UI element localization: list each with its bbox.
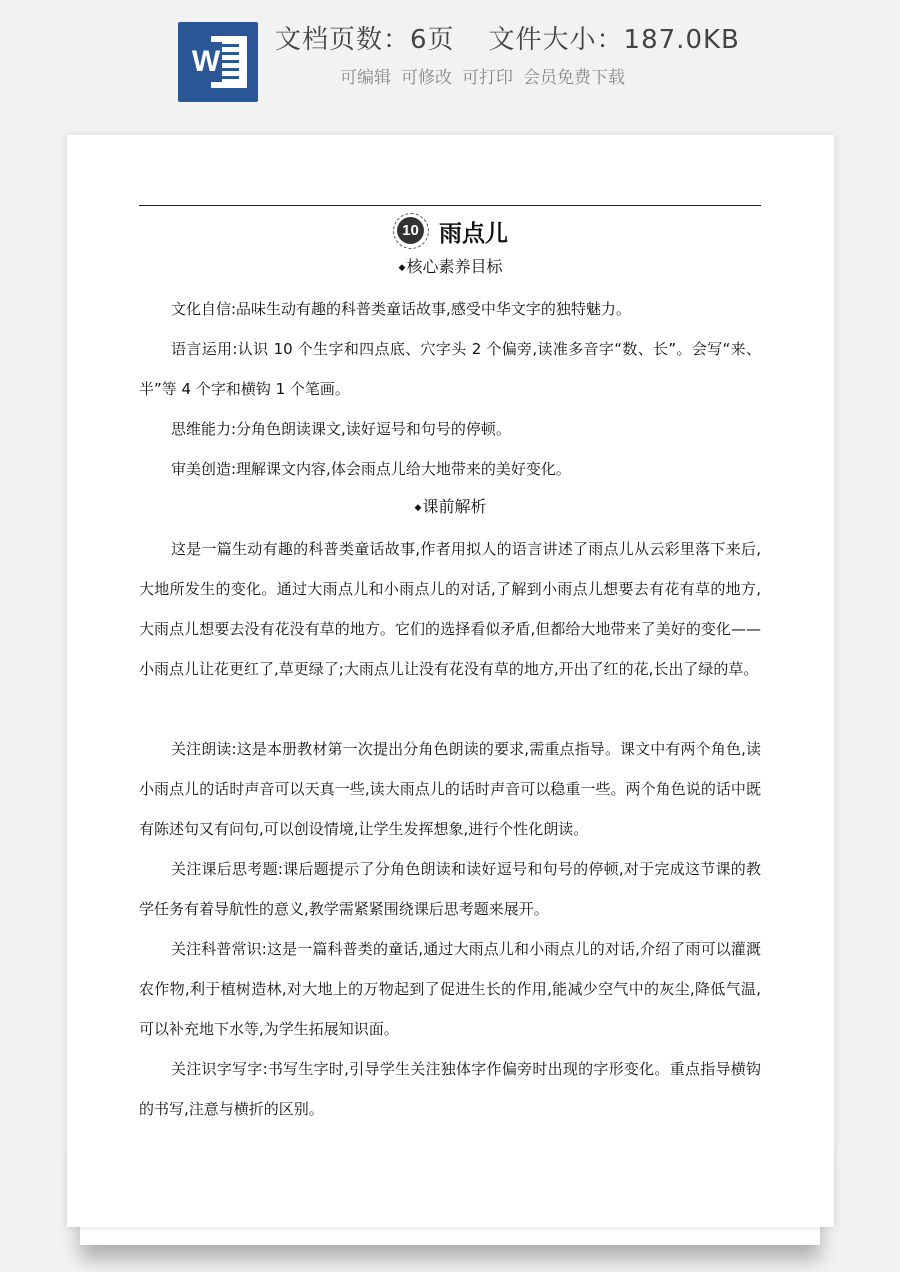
file-info [275,20,740,60]
section-heading-goals [67,255,834,279]
feature-editable: 可编辑 [340,68,391,88]
lesson-number-badge [393,213,429,249]
feature-list [340,64,635,92]
section-heading-text: 课前解析 [422,497,487,516]
paragraph: 关注课后思考题:课后题提示了分角色朗读和读好逗号和句号的停顿,对于完成这节课的教学任务有着导航性的意义,教学需紧紧围绕课后思考题来展开。 [139,860,761,918]
lesson-title [67,213,834,247]
file-size: 文件大小：187.0KB [488,25,740,55]
paragraph: 关注科普常识:这是一篇科普类的童话,通过大雨点儿和小雨点儿的对话,介绍了雨可以灌溉农作物,利于植树造林,对大地上的万物起到了促进生长的作用,能减少空气中的灰尘,降低气温,可以补充地下水等,为学生拓展知识面。 [139,940,761,1038]
section-heading-text: 核心素养目标 [406,257,503,276]
download-banner [0,0,900,125]
paragraph: 语言运用:认识 10 个生字和四点底、穴字头 2 个偏旁,读准多音字“数、长”。会写“来、半”等 4 个字和横钩 1 个笔画。 [139,340,761,398]
feature-member-download: 会员免费下载 [523,68,625,88]
paragraph: 审美创造:理解课文内容,体会雨点儿给大地带来的美好变化。 [171,460,571,478]
lesson-number: 10 [397,217,424,244]
paragraph: 关注识字写字:书写生字时,引导学生关注独体字作偏旁时出现的字形变化。重点指导横钩的书写,注意与横折的区别。 [139,1060,761,1118]
word-logo-letter: W [190,42,222,82]
document-page [67,135,834,1227]
paragraph: 思维能力:分角色朗读课文,读好逗号和句号的停顿。 [171,420,511,438]
diamond-bullet-icon: ◆ [398,262,406,273]
header-rule [139,205,761,206]
diamond-bullet-icon: ◆ [414,502,422,513]
paragraph: 这是一篇生动有趣的科普类童话故事,作者用拟人的语言讲述了雨点儿从云彩里落下来后,大地所发生的变化。通过大雨点儿和小雨点儿的对话,了解到小雨点儿想要去有花有草的地方,大雨点儿想要去没有花没有草的地方。它们的选择看似矛盾,但都给大地带来了美好的变化——小雨点儿让花更红了,草更绿了;大雨点儿让没有花没有草的地方,开出了红的花,长出了绿的草。 [139,540,761,678]
page-count: 文档页数：6页 [275,25,455,55]
feature-modifiable: 可修改 [401,68,452,88]
word-document-icon [178,22,258,102]
section-heading-analysis [67,495,834,519]
feature-printable: 可打印 [462,68,513,88]
paragraph: 文化自信:品味生动有趣的科普类童话故事,感受中华文字的独特魅力。 [171,300,631,318]
lesson-name: 雨点儿 [439,220,508,247]
paragraph: 关注朗读:这是本册教材第一次提出分角色朗读的要求,需重点指导。课文中有两个角色,读小雨点儿的话时声音可以天真一些,读大雨点儿的话时声音可以稳重一些。两个角色说的话中既有陈述句又有问句,可以创设情境,让学生发挥想象,进行个性化朗读。 [139,740,761,838]
